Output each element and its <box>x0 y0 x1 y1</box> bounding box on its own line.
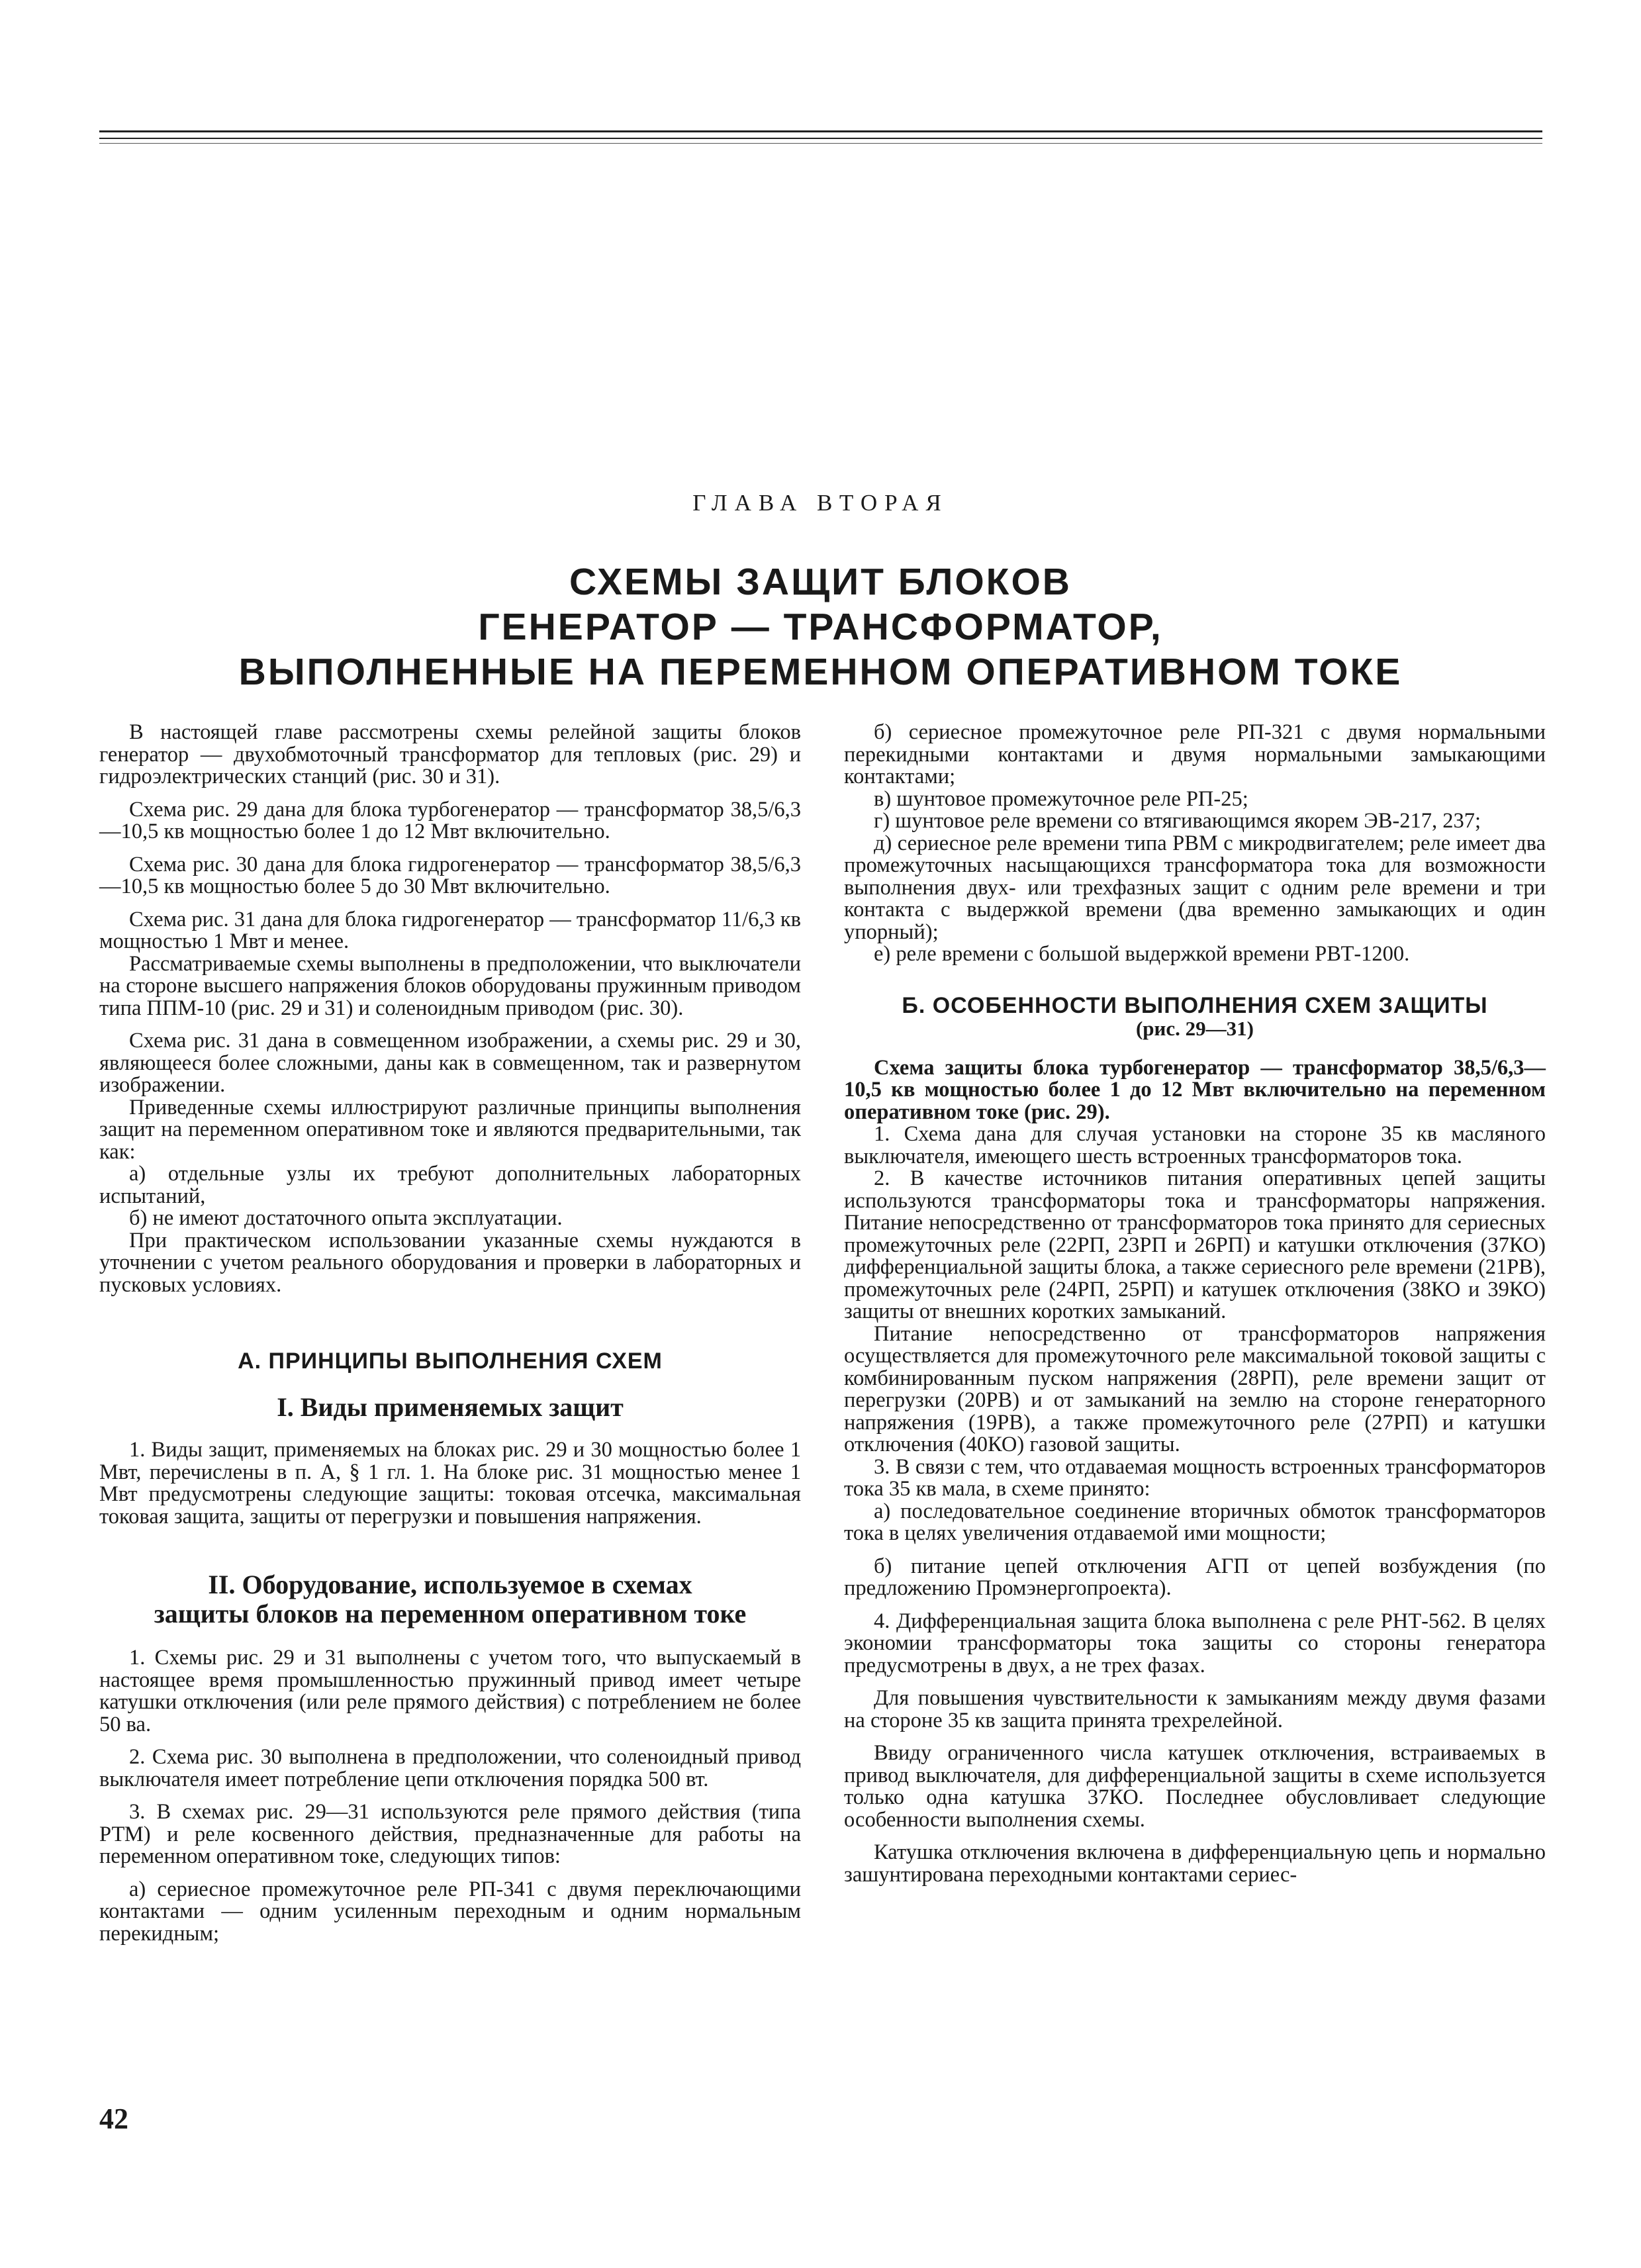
paragraph: Схема рис. 30 дана для блока гидрогенератор — трансформатор 38,5/6,3—10,5 кв мощностью более 5 до 30 Мвт включительно. <box>99 852 801 898</box>
paragraph: Схема рис. 29 дана для блока турбогенератор — трансформатор 38,5/6,3—10,5 кв мощностью более 1 до 12 Мвт включительно. <box>99 797 801 843</box>
chapter-title-line: ВЫПОЛНЕННЫЕ НА ПЕРЕМЕННОМ ОПЕРАТИВНОМ ТОКЕ <box>238 651 1403 693</box>
list-item: г) шунтовое реле времени со втягивающимся якорем ЭВ-217, 237; <box>874 809 1481 833</box>
page-number: 42 <box>99 2103 128 2135</box>
list-item: в) шунтовое промежуточное реле РП-25; <box>874 786 1248 811</box>
subsection-heading-line: II. Оборудование, используемое в схемах <box>208 1570 692 1599</box>
paragraph: Схема рис. 31 дана в совмещенном изображении, а схемы рис. 29 и 30, являющееся более сложными, даны как в совмещенном, так и развернутом изображении. <box>99 1029 801 1097</box>
paragraph: Питание непосредственно от трансформаторов напряжения осуществляется для промежуточного реле максимальной токовой защиты с комбинированным пуском напряжения (28РП), реле времени защит от перегрузки (20РВ) и от замыканий на землю на стороне генераторного напряжения (19РВ), а также промежуточного реле (27РП) и катушки отключения (40КО) газовой защиты. <box>844 1321 1546 1456</box>
list-item: е) реле времени с большой выдержкой времени РВТ-1200. <box>874 942 1410 966</box>
paragraph: При практическом использовании указанные схемы нуждаются в уточнении с учетом реального оборудования и проверки в лабораторных и пусковых условиях. <box>99 1228 801 1297</box>
chapter-heading: ГЛАВА ВТОРАЯ <box>692 490 949 516</box>
left-column <box>99 722 801 1945</box>
top-rule <box>99 130 1542 132</box>
right-column <box>844 722 1546 1886</box>
list-item: б) питание цепей отключения АГП от цепей возбуждения (по предложению Промэнергопроекта). <box>844 1554 1546 1600</box>
paragraph: Приведенные схемы иллюстрируют различные принципы выполнения защит на переменном оперативном токе и являются предварительными, так как: <box>99 1095 801 1164</box>
list-item: д) сериесное реле времени типа РВМ с микродвигателем; реле имеет два промежуточных насыщающихся трансформатора тока для возможности выполнения двух- или трехфазных защит с одним реле времени и три контакта с выдержкой времени (два временно замыкающих и один упорный); <box>844 831 1546 944</box>
subsection-heading-1: I. Виды применяемых защит <box>277 1392 624 1422</box>
paragraph: 4. Дифференциальная защита блока выполнена с реле РНТ-562. В целях экономии трансформаторы тока защиты со стороны генератора предусмотрены в двух, а не трех фазах. <box>844 1609 1546 1677</box>
paragraph: В настоящей главе рассмотрены схемы релейной защиты блоков генератор — двухобмоточный трансформатор для тепловых (рис. 29) и гидроэлектрических станций (рис. 30 и 31). <box>99 720 801 788</box>
top-rule <box>99 138 1542 139</box>
paragraph: 1. Схемы рис. 29 и 31 выполнены с учетом того, что выпускаемый в настоящее время промышленностью пружинный привод имеет четыре катушки отключения (или реле прямого действия) с потреблением не более 50 ва. <box>99 1646 801 1736</box>
subsection-heading-line: защиты блоков на переменном оперативном токе <box>154 1599 747 1629</box>
paragraph: 1. Виды защит, применяемых на блоках рис. 29 и 30 мощностью более 1 Мвт, перечислены в п. А, § 1 гл. 1. На блоке рис. 31 мощностью менее 1 Мвт предусмотрены следующие защиты: токовая отсечка, максимальная токовая защита, защиты от перегрузки и повышения напряжения. <box>99 1438 801 1529</box>
chapter-title <box>0 559 1641 694</box>
paragraph: 2. Схема рис. 30 выполнена в предположении, что соленоидный привод выключателя имеет потребление цепи отключения порядка 500 вт. <box>99 1745 801 1791</box>
paragraph: Схема рис. 31 дана для блока гидрогенератор — трансформатор 11/6,3 кв мощностью 1 Мвт и менее. <box>99 907 802 953</box>
paragraph: 2. В качестве источников питания оперативных цепей защиты используются трансформаторы тока и трансформаторы напряжения. Питание непосредственно от трансформаторов тока принято для сериесных промежуточных реле (22РП, 23РП и 26РП) и катушки отключения (37КО) дифференциальной защиты блока, а также сериесного реле времени (21РВ), промежуточных реле (24РП, 25РП) и катушек отключения (38КО и 39КО) защиты от внешних коротких замыканий. <box>844 1166 1546 1323</box>
paragraph: 1. Схема дана для случая установки на стороне 35 кв масляного выключателя, имеющего шесть встроенных трансформаторов тока. <box>844 1122 1546 1168</box>
list-item: а) сериесное промежуточное реле РП-341 с двумя переключающими контактами — одним усиленным переходным и одним нормальным перекидным; <box>99 1877 801 1946</box>
paragraph: Катушка отключения включена в дифференциальную цепь и нормально зашунтирована переходными контактами сериес- <box>844 1840 1546 1887</box>
paragraph: Для повышения чувствительности к замыканиям между двумя фазами на стороне 35 кв защита принята трехрелейной. <box>844 1686 1546 1732</box>
section-heading-a: А. ПРИНЦИПЫ ВЫПОЛНЕНИЯ СХЕМ <box>238 1348 663 1374</box>
paragraph: Рассматриваемые схемы выполнены в предположении, что выключатели на стороне высшего напряжения блоков оборудованы пружинным приводом типа ППМ-10 (рис. 29 и 31) и соленоидным приводом (рис. 30). <box>99 951 801 1020</box>
section-heading-b-figures: (рис. 29—31) <box>1135 1016 1254 1040</box>
paragraph: 3. В связи с тем, что отдаваемая мощность встроенных трансформаторов тока 35 кв мала, в схеме принято: <box>844 1454 1546 1501</box>
list-item: а) отдельные узлы их требуют дополнительных лабораторных испытаний, <box>99 1162 801 1208</box>
section-heading-b: Б. ОСОБЕННОСТИ ВЫПОЛНЕНИЯ СХЕМ ЗАЩИТЫ <box>902 992 1488 1018</box>
list-item: б) не имеют достаточного опыта эксплуатации. <box>129 1206 563 1230</box>
paragraph: Ввиду ограниченного числа катушек отключения, встраиваемых в привод выключателя, для дифференциальной защиты в схеме используется только одна катушка 37КО. Последнее обусловливает следующие особенности выполнения схемы. <box>844 1741 1546 1832</box>
chapter-title-line: ГЕНЕРАТОР — ТРАНСФОРМАТОР, <box>478 606 1163 648</box>
chapter-title-line: СХЕМЫ ЗАЩИТ БЛОКОВ <box>569 561 1072 603</box>
bold-paragraph: Схема защиты блока турбогенератор — трансформатор 38,5/6,3—10,5 кв мощностью более 1 до 12 Мвт включительно на переменном оперативном токе (рис. 29). <box>844 1055 1546 1124</box>
list-item: б) сериесное промежуточное реле РП-321 с двумя нормальными перекидными контактами и двумя нормальными замыкающими контактами; <box>844 720 1546 788</box>
list-item: а) последовательное соединение вторичных обмоток трансформаторов тока в целях увеличения отдаваемой ими мощности; <box>844 1499 1546 1545</box>
subsection-heading-2 <box>99 1570 801 1629</box>
top-rule <box>99 143 1542 144</box>
paragraph: 3. В схемах рис. 29—31 используются реле прямого действия (типа РТМ) и реле косвенного действия, предназначенные для работы на переменном оперативном токе, следующих типов: <box>99 1800 801 1868</box>
